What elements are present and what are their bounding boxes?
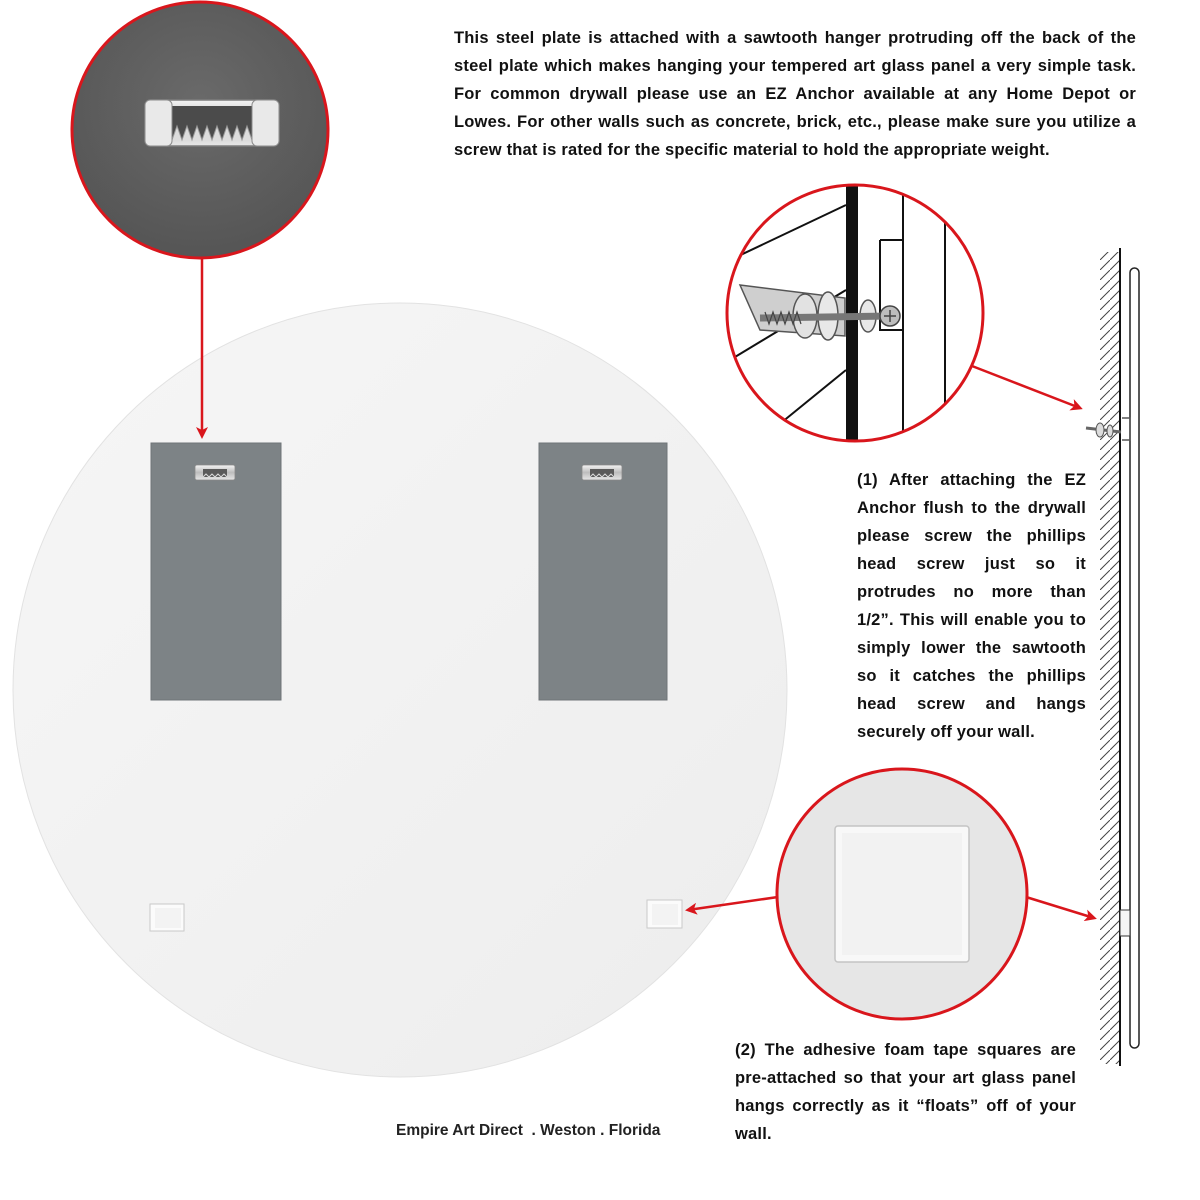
wall-side-profile xyxy=(1100,248,1120,1066)
company-credit: Empire Art Direct . Weston . Florida xyxy=(396,1122,661,1139)
foam-side-icon xyxy=(1120,910,1130,936)
anchor-zoom-circle xyxy=(727,180,983,450)
sawtooth-hanger-right xyxy=(582,465,622,480)
hanger-zoom-circle xyxy=(60,0,340,260)
arrow-anchor-to-wall xyxy=(972,366,1080,408)
intro-instructions: This steel plate is attached with a sawtooth hanger protruding off the back of the steel plate which makes hanging your tempered art glass panel a very simple task. For common drywall please use an EZ Anchor available at any Home Depot or Lowes. For other walls such as concrete, brick, etc., please make sure you utilize a screw that is rated for the specific material to hold the appropriate weight. xyxy=(454,29,1136,159)
foam-square-right xyxy=(647,900,682,928)
round-glass-panel xyxy=(13,303,787,1077)
foam-square-left xyxy=(150,904,184,931)
foam-zoom-circle xyxy=(777,769,1027,1019)
step-1-instructions: (1) After attaching the EZ Anchor flush to the drywall please screw the phillips head screw just so it protrudes no more than 1/2”. This will enable you to simply lower the sawtooth so it catches the phillips head screw and hangs securely off your wall. xyxy=(857,471,1086,741)
arrow-foam-to-wall xyxy=(1026,897,1094,918)
step-2-instructions: (2) The adhesive foam tape squares are pre-attached so that your art glass panel hangs correctly as it “floats” off of your wall. xyxy=(735,1041,1076,1143)
sawtooth-hanger-left xyxy=(195,465,235,480)
sawtooth-hanger-closeup xyxy=(145,100,279,146)
steel-plate-right xyxy=(539,443,667,700)
steel-plate-left xyxy=(151,443,281,700)
